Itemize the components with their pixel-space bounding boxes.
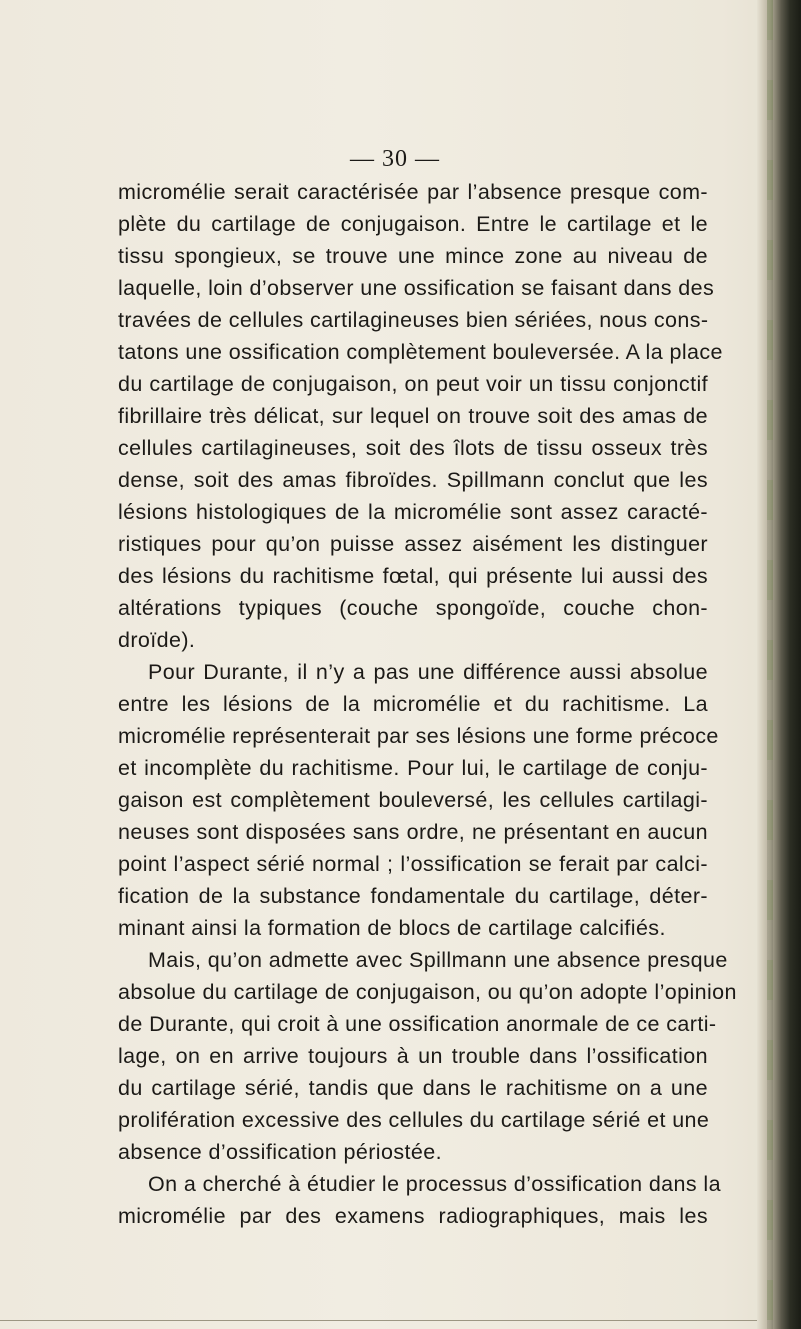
text-line: de Durante, qui croit à une ossification anormale de ce carti- [118, 1012, 717, 1036]
text-line: tatons une ossification complètement bouleversée. A la place [118, 340, 723, 364]
text-line: des lésions du rachitisme fœtal, qui présente lui aussi des [118, 564, 708, 588]
body-text [118, 176, 737, 1232]
text-line: lésions histologiques de la micromélie sont assez caracté- [118, 500, 708, 524]
text-line: plète du cartilage de conjugaison. Entre le cartilage et le [118, 212, 708, 236]
text-line: prolifération excessive des cellules du cartilage sérié et une [118, 1108, 710, 1132]
text-line: lage, on en arrive toujours à un trouble dans l’ossification [118, 1044, 708, 1068]
text-line: neuses sont disposées sans ordre, ne présentant en aucun [118, 820, 708, 844]
text-line: du cartilage sérié, tandis que dans le rachitisme on a une [118, 1076, 708, 1100]
text-line: absolue du cartilage de conjugaison, ou qu’on adopte l’opinion [118, 980, 737, 1004]
text-line: Pour Durante, il n’y a pas une différence aussi absolue [148, 660, 708, 684]
text-line: On a cherché à étudier le processus d’ossification dans la [148, 1172, 721, 1196]
text-line: du cartilage de conjugaison, on peut voir un tissu conjonctif [118, 372, 708, 396]
book-binding-edge [757, 0, 801, 1329]
text-line: et incomplète du rachitisme. Pour lui, le cartilage de conju- [118, 756, 708, 780]
text-line: gaison est complètement bouleversé, les cellules cartilagi- [118, 788, 708, 812]
text-line: Mais, qu’on admette avec Spillmann une absence presque [148, 948, 728, 972]
text-line: tissu spongieux, se trouve une mince zone au niveau de [118, 244, 708, 268]
text-line: absence d’ossification périostée. [118, 1140, 442, 1164]
text-line: droïde). [118, 628, 196, 652]
text-line: minant ainsi la formation de blocs de cartilage calcifiés. [118, 916, 666, 940]
text-line: fication de la substance fondamentale du cartilage, déter- [118, 884, 708, 908]
text-line: entre les lésions de la micromélie et du rachitisme. La [118, 692, 708, 716]
text-line: laquelle, loin d’observer une ossification se faisant dans des [118, 276, 715, 300]
text-line: point l’aspect sérié normal ; l’ossification se ferait par calci- [118, 852, 708, 876]
text-line: travées de cellules cartilagineuses bien sériées, nous cons- [118, 308, 709, 332]
text-line: micromélie serait caractérisée par l’absence presque com- [118, 180, 708, 204]
text-line: micromélie par des examens radiographiques, mais les [118, 1204, 708, 1228]
text-line: micromélie représenterait par ses lésions une forme précoce [118, 724, 719, 748]
text-line: altérations typiques (couche spongoïde, couche chon- [118, 596, 708, 620]
text-line: ristiques pour qu’on puisse assez aisément les distinguer [118, 532, 708, 556]
page-bottom-edge [0, 1320, 770, 1321]
text-line: dense, soit des amas fibroïdes. Spillmann conclut que les [118, 468, 708, 492]
text-line: fibrillaire très délicat, sur lequel on trouve soit des amas de [118, 404, 708, 428]
text-line: cellules cartilagineuses, soit des îlots de tissu osseux très [118, 436, 708, 460]
page-number: — 30 — [350, 146, 440, 172]
